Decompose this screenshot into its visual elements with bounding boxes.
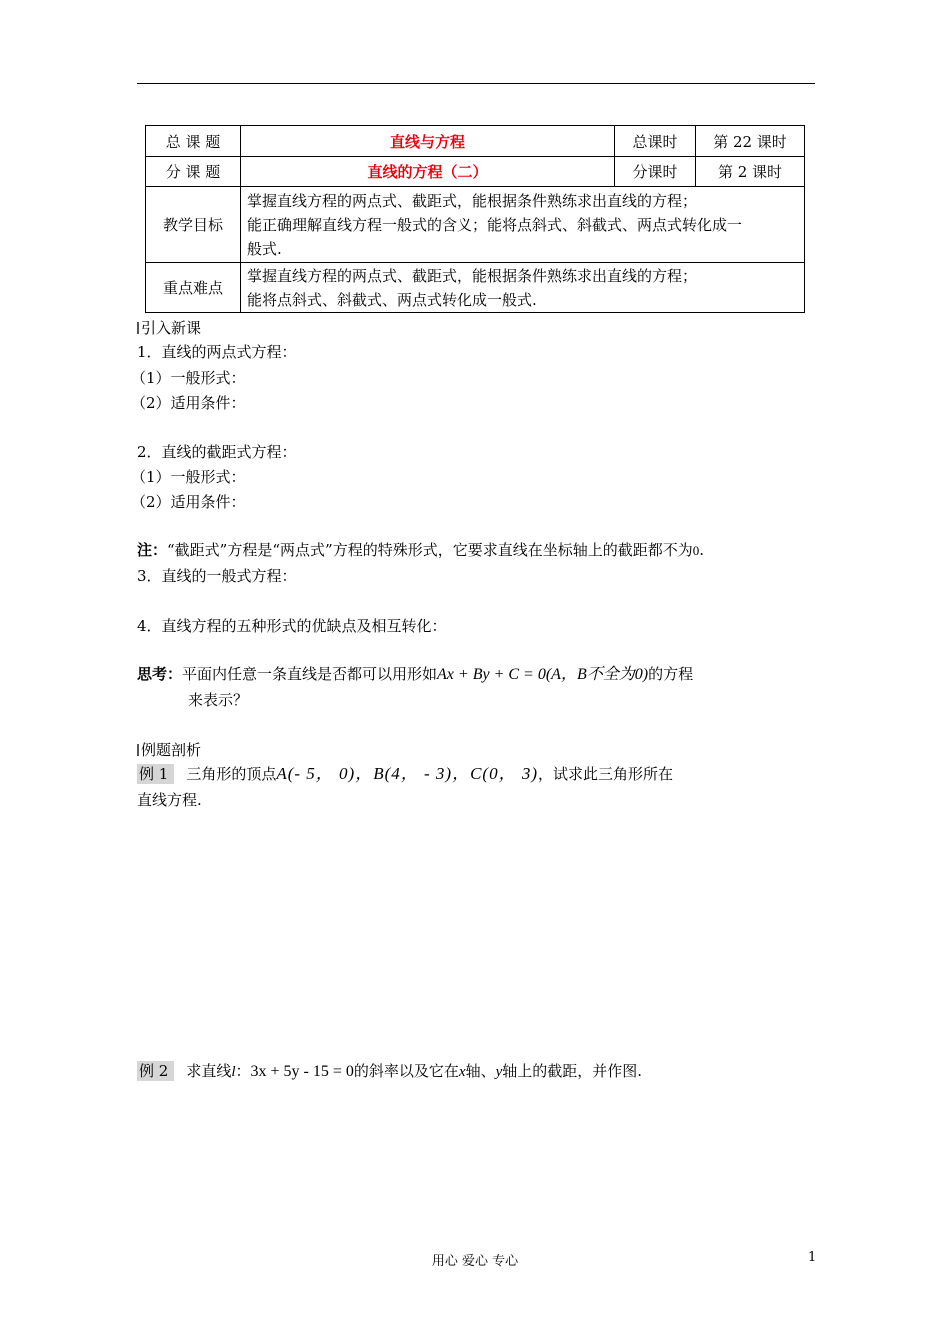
example-2-mid: 的斜率以及它在 — [353, 1062, 459, 1080]
goal-line: 般式. — [247, 239, 282, 258]
section-marker-icon — [137, 322, 139, 334]
think-text: 平面内任意一条直线是否都可以用形如 — [182, 665, 438, 683]
intro-item-4: 4．直线方程的五种形式的优缺点及相互转化： — [137, 617, 447, 635]
example-1-end: ，试求此三角形所在 — [537, 765, 673, 783]
think-line-2: 来表示？ — [188, 691, 249, 709]
example-1-line-2: 直线方程. — [137, 791, 202, 809]
lesson-info-table — [145, 125, 805, 313]
intro-heading: 引入新课 — [137, 318, 201, 338]
example-2-y: y — [495, 1064, 503, 1080]
intro-item-1: 1．直线的两点式方程： — [137, 343, 297, 361]
intro-item-1a: （1）一般形式： — [131, 369, 246, 387]
example-2: 例 2 求直线l：3x + 5y - 15 = 0的斜率以及它在x轴、y轴上的截距，并作图. — [139, 1062, 643, 1080]
sub-hours-label: 分课时 — [615, 157, 696, 187]
example-2-tag: 例 2 — [137, 1061, 174, 1081]
example-1-tag: 例 1 — [137, 764, 174, 784]
goals-cell — [241, 187, 805, 263]
key-point-line: 掌握直线方程的两点式、截距式，能根据条件熟练求出直线的方程； — [247, 266, 698, 285]
intro-item-2b: （2）适用条件： — [131, 493, 246, 511]
goal-line: 掌握直线方程的两点式、截距式，能根据条件熟练求出直线的方程； — [247, 191, 698, 210]
think-line — [137, 664, 693, 685]
sub-topic-title: 直线的方程（二） — [241, 157, 615, 187]
note-end: . — [699, 541, 704, 559]
examples-heading: 例题剖析 — [137, 740, 201, 760]
key-point-line: 能将点斜式、斜截式、两点式转化成一般式. — [247, 290, 537, 309]
example-1 — [137, 764, 673, 784]
goals-label: 教学目标 — [146, 187, 241, 263]
example-2-text: 求直线 — [186, 1062, 232, 1080]
intro-item-1b: （2）适用条件： — [131, 394, 246, 412]
think-label: 思考： — [137, 665, 183, 683]
note-zero: 0 — [692, 543, 700, 558]
goal-line: 能正确理解直线方程一般式的含义；能将点斜式、斜截式、两点式转化成一 — [247, 215, 743, 234]
example-2-line-name: l — [231, 1064, 236, 1080]
sub-topic-label: 分 课 题 — [146, 157, 241, 187]
page-number: 1 — [808, 1250, 817, 1265]
example-1-text: 三角形的顶点 — [186, 765, 277, 783]
example-1-points: A(- 5， 0)，B(4， - 3)，C(0， 3) — [276, 764, 538, 783]
key-points-label: 重点难点 — [146, 263, 241, 313]
intro-item-3: 3．直线的一般式方程： — [137, 567, 297, 585]
note-label: 注： — [137, 541, 168, 559]
intro-item-2a: （1）一般形式： — [131, 468, 246, 486]
key-points-cell — [241, 263, 805, 313]
example-2-formula: 3x + 5y - 15 = 0 — [250, 1063, 354, 1080]
footer-slogan: 用心 爱心 专心 — [431, 1254, 519, 1269]
sub-hours-value: 第 2 课时 — [696, 157, 805, 187]
think-end: 的方程 — [648, 665, 694, 683]
total-topic-label: 总 课 题 — [146, 126, 241, 157]
top-rule — [137, 83, 815, 84]
section-marker-icon — [137, 744, 139, 756]
total-topic-title: 直线与方程 — [241, 126, 615, 157]
intro-item-2: 2．直线的截距式方程： — [137, 443, 297, 461]
example-2-x: x — [458, 1064, 466, 1080]
example-2-end: 轴上的截距，并作图. — [502, 1062, 643, 1080]
total-hours-value: 第 22 课时 — [696, 126, 805, 157]
note-line — [137, 540, 704, 561]
total-hours-label: 总课时 — [615, 126, 696, 157]
note-text: “截距式”方程是“两点式”方程的特殊形式，它要求直线在坐标轴上的截距都不为 — [167, 541, 693, 559]
think-formula: Ax + By + C = 0(A，B不全为0) — [437, 666, 649, 683]
